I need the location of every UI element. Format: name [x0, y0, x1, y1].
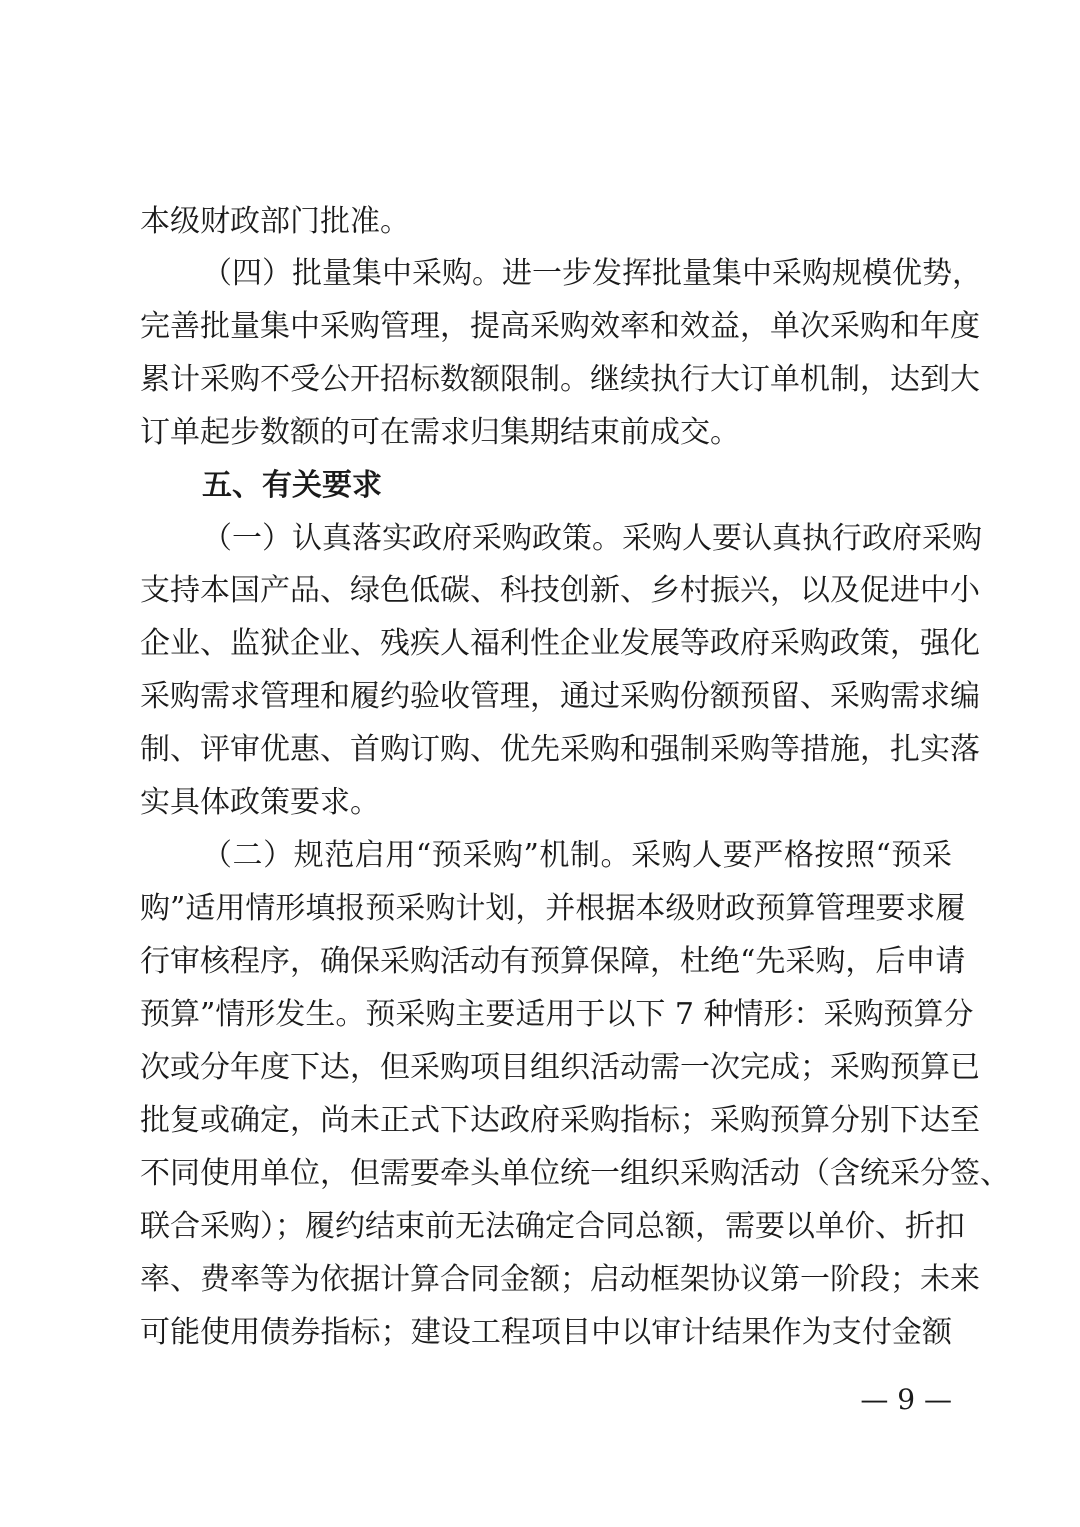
section-heading: 五、有关要求: [202, 468, 382, 503]
text-line: 企业、监狱企业、残疾人福利性企业发展等政府采购政策，强化: [140, 626, 980, 661]
text-line: 采购需求管理和履约验收管理，通过采购份额预留、采购需求编: [140, 679, 980, 714]
text-line: 累计采购不受公开招标数额限制。继续执行大订单机制，达到大: [140, 362, 980, 397]
text-line: （四）批量集中采购。进一步发挥批量集中采购规模优势，: [202, 256, 982, 291]
text-line: 不同使用单位，但需要牵头单位统一组织采购活动（含统采分签、: [140, 1156, 1010, 1191]
text-line: 可能使用债券指标；建设工程项目中以审计结果作为支付金额: [140, 1315, 952, 1350]
text-line: 订单起步数额的可在需求归集期结束前成交。: [140, 415, 740, 450]
text-line: 支持本国产品、绿色低碳、科技创新、乡村振兴，以及促进中小: [140, 573, 980, 608]
text-line: 本级财政部门批准。: [140, 204, 410, 239]
page-number: — 9 —: [860, 1383, 952, 1416]
text-line: 完善批量集中采购管理，提高采购效率和效益，单次采购和年度: [140, 309, 980, 344]
text-line: 批复或确定，尚未正式下达政府采购指标；采购预算分别下达至: [140, 1103, 980, 1138]
text-line: 制、评审优惠、首购订购、优先采购和强制采购等措施，扎实落: [140, 732, 980, 767]
text-line: （二）规范启用“预采购”机制。采购人要严格按照“预采: [202, 838, 952, 873]
text-line: 实具体政策要求。: [140, 785, 380, 820]
text-line: 购”适用情形填报预采购计划，并根据本级财政预算管理要求履: [140, 891, 966, 926]
text-line: 率、费率等为依据计算合同金额；启动框架协议第一阶段；未来: [140, 1262, 980, 1297]
text-line: （一）认真落实政府采购政策。采购人要认真执行政府采购: [202, 521, 982, 556]
text-line: 联合采购）；履约结束前无法确定合同总额，需要以单价、折扣: [140, 1209, 965, 1244]
text-line: 行审核程序，确保采购活动有预算保障，杜绝“先采购，后申请: [140, 944, 966, 979]
text-line: 次或分年度下达，但采购项目组织活动需一次完成；采购预算已: [140, 1050, 980, 1085]
text-line: 预算”情形发生。预采购主要适用于以下 7 种情形：采购预算分: [140, 997, 974, 1032]
